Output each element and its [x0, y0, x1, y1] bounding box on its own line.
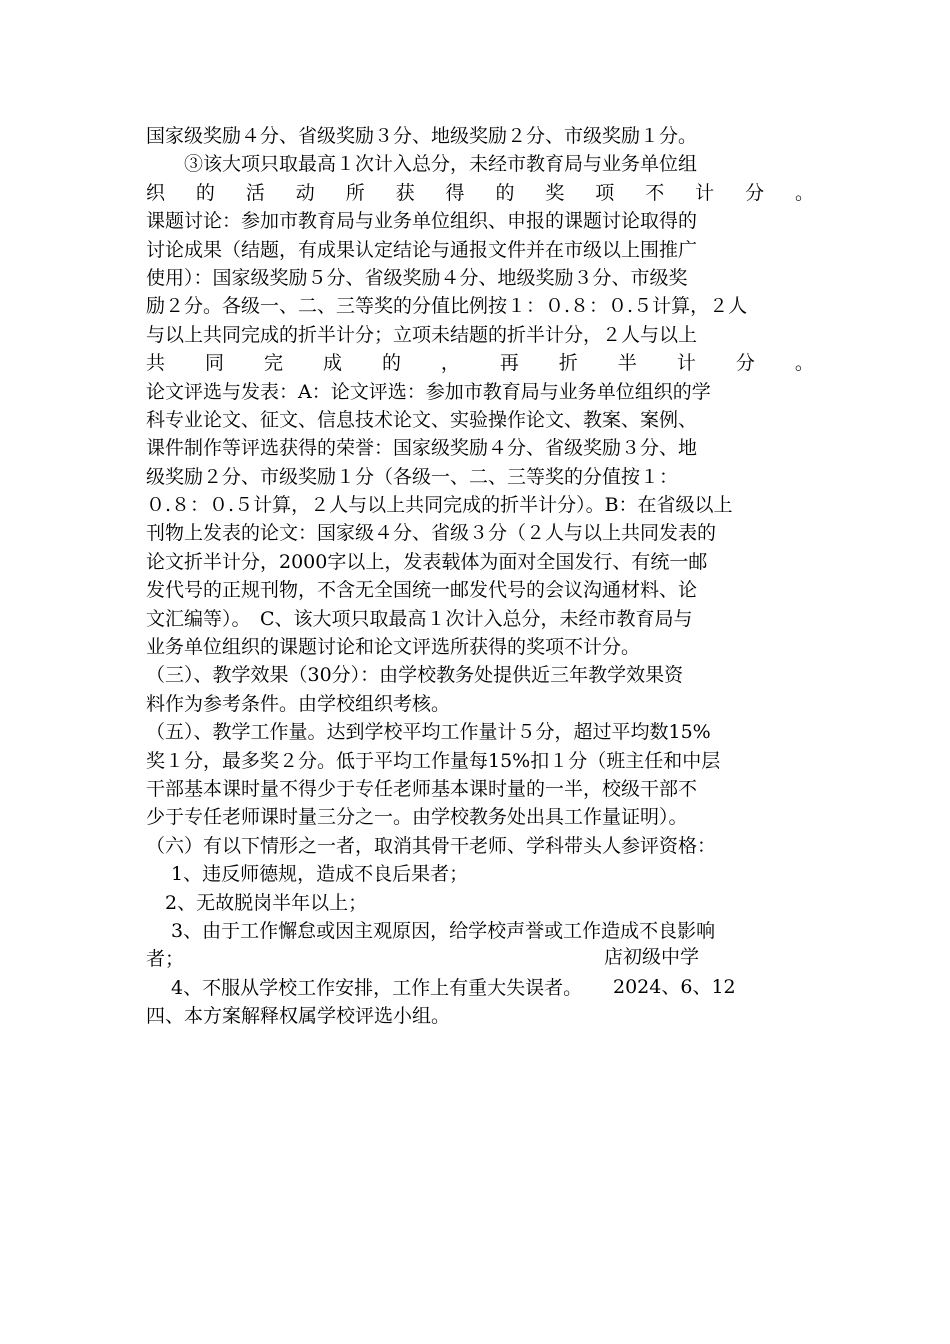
- text-line: 料作为参考条件。由学校组织考核。: [146, 692, 451, 715]
- justified-char: 再: [499, 352, 519, 375]
- justified-char: 的: [195, 181, 215, 204]
- justified-char: 获: [395, 181, 415, 204]
- justified-char: 项: [595, 181, 615, 204]
- text-line: 国家级奖励４分、省级奖励３分、地级奖励２分、市级奖励１分。: [146, 125, 698, 147]
- text-line: 级奖励２分、市级奖励１分（各级一、二、三等奖的分值按１：: [146, 465, 679, 488]
- justified-char: 完: [263, 352, 283, 375]
- justified-char: 折: [558, 352, 578, 375]
- justified-char: 共: [146, 352, 166, 375]
- justified-char: 织: [146, 181, 166, 204]
- justified-char: 分: [745, 181, 765, 204]
- text-line: 与以上共同完成的折半计分；立项未结题的折半计分，２人与以上: [146, 323, 698, 346]
- signature-block: [604, 942, 736, 1002]
- justified-char: 得: [445, 181, 465, 204]
- document-body: [146, 122, 814, 1031]
- text-line: ③该大项只取最高１次计入总分，未经市教育局与业务单位组: [146, 153, 698, 176]
- justified-char: 不: [645, 181, 665, 204]
- text-line: 四、本方案解释权属学校评选小组。: [146, 1005, 451, 1028]
- text-line: 1、违反师德规，造成不良后果者；: [146, 863, 469, 886]
- text-line: 刊物上发表的论文：国家级４分、省级３分（２人与以上共同发表的: [146, 522, 717, 545]
- justified-char: 成: [322, 352, 342, 375]
- text-line: 科专业论文、征文、信息技术论文、实验操作论文、教案、案例、: [146, 408, 698, 431]
- justified-char: 的: [381, 352, 401, 375]
- text-line: 干部基本课时量不得少于专任老师基本课时量的一半，校级干部不: [146, 777, 698, 800]
- justified-char: 的: [495, 181, 515, 204]
- justified-char: 奖: [545, 181, 565, 204]
- justified-char: 动: [295, 181, 315, 204]
- justified-char: ，: [440, 352, 460, 375]
- text-line: 论文折半计分，2000字以上，发表载体为面对全国发行、有统一邮: [146, 550, 708, 573]
- justified-char: 同: [204, 352, 224, 375]
- text-line: 课题讨论：参加市教育局与业务单位组织、申报的课题讨论取得的: [146, 210, 698, 233]
- justified-char: 所: [345, 181, 365, 204]
- text-line: 业务单位组织的课题讨论和论文评选所获得的奖项不计分。: [146, 636, 641, 659]
- text-line: （六）有以下情形之一者，取消其骨干老师、学科带头人参评资格：: [146, 834, 717, 857]
- text-line-justified: [146, 349, 814, 377]
- justified-char: 半: [617, 352, 637, 375]
- text-line: 者；: [146, 948, 185, 971]
- justified-char: 计: [695, 181, 715, 204]
- justified-char: 。: [794, 352, 814, 375]
- text-line: 使用）：国家级奖励５分、省级奖励４分、地级奖励３分、市级奖: [146, 266, 688, 289]
- signature-date: 2024、6、12: [613, 976, 736, 998]
- text-line: ０.８：０.５计算，２人与以上共同完成的折半计分）。B：在省级以上: [146, 494, 733, 517]
- text-line: 文汇编等）。 C、该大项只取最高１次计入总分，未经市教育局与: [146, 607, 693, 630]
- text-line: 3、由于工作懈怠或因主观原因，给学校声誉或工作造成不良影响: [146, 919, 716, 942]
- text-line: 励２分。各级一、二、三等奖的分值比例按１：０.８：０.５计算，２人: [146, 295, 748, 318]
- text-line: 4、不服从学校工作安排，工作上有重大失误者。: [146, 976, 583, 999]
- text-line: 少于专任老师课时量三分之一。由学校教务处出具工作量证明）。: [146, 806, 688, 829]
- text-line: 奖１分，最多奖２分。低于平均工作量每15%扣１分（班主任和中层: [146, 749, 721, 772]
- school-name: 店初级中学: [604, 946, 700, 968]
- justified-char: 活: [245, 181, 265, 204]
- justified-char: 计: [676, 352, 696, 375]
- text-line: （五）、教学工作量。达到学校平均工作量计５分，超过平均数15%: [146, 721, 711, 744]
- justified-char: 。: [794, 181, 814, 204]
- text-line: 论文评选与发表：A：论文评选：参加市教育局与业务单位组织的学: [146, 380, 711, 403]
- text-line: 发代号的正规刊物，不含无全国统一邮发代号的会议沟通材料、论: [146, 579, 698, 602]
- text-line: （三）、教学效果（30分）：由学校教务处提供近三年教学效果资: [146, 664, 684, 687]
- text-line: 课件制作等评选获得的荣誉：国家级奖励４分、省级奖励３分、地: [146, 437, 698, 460]
- text-line: 2、无故脱岗半年以上；: [146, 891, 368, 914]
- text-line-justified: [146, 179, 814, 207]
- justified-char: 分: [735, 352, 755, 375]
- text-line: 讨论成果（结题，有成果认定结论与通报文件并在市级以上围推广: [146, 238, 698, 261]
